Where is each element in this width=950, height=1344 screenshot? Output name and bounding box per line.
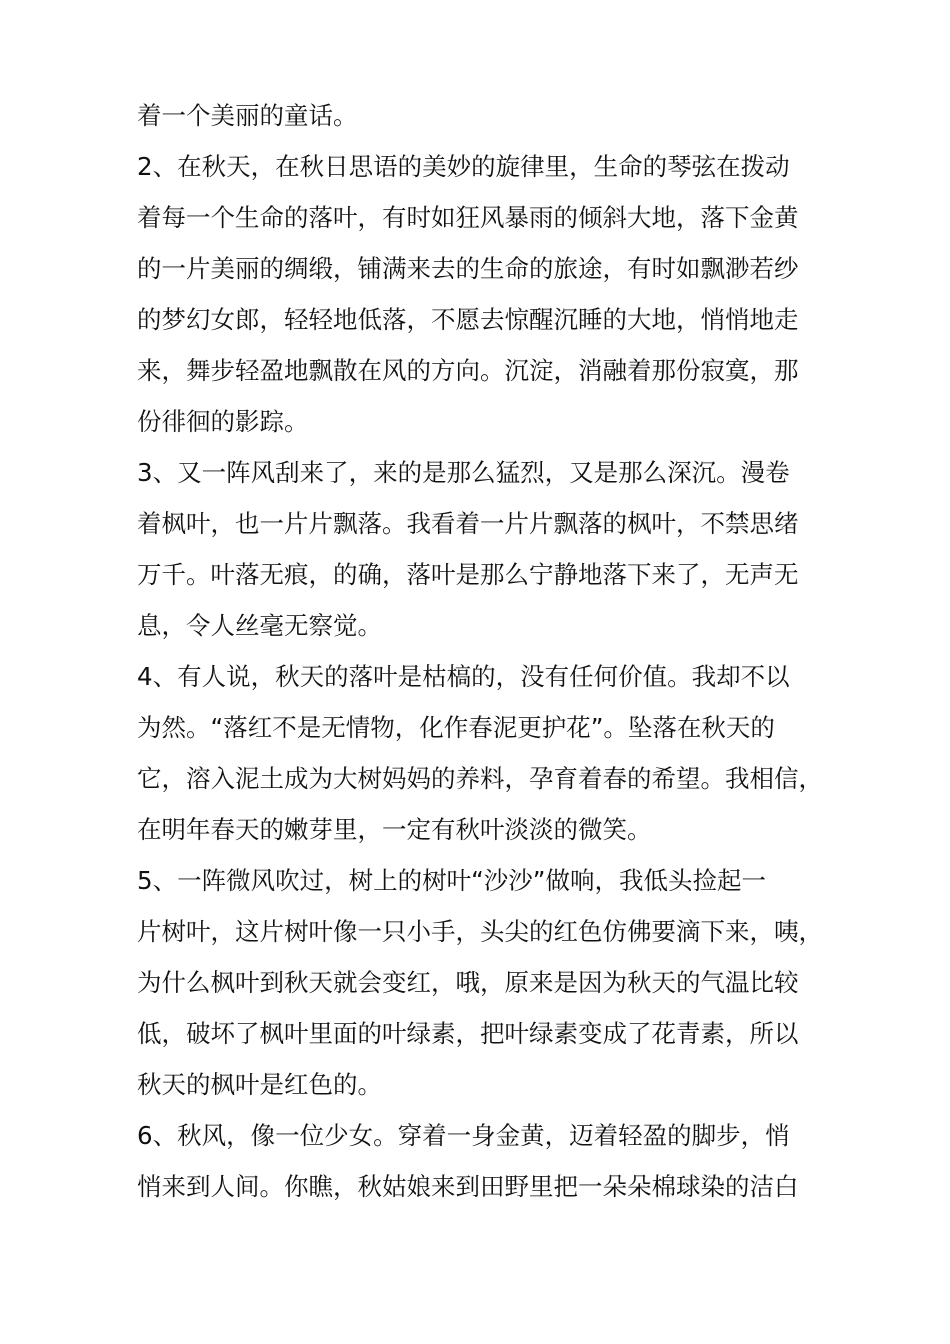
text-line: 着一个美丽的童话。 [137, 101, 358, 130]
text-line: 片树叶，这片树叶像一只小手，头尖的红色仿佛要滴下来，咦， [137, 917, 823, 946]
text-line: 3、又一阵风刮来了，来的是那么猛烈，又是那么深沉。漫卷 [137, 458, 790, 487]
text-line: 为什么枫叶到秋天就会变红，哦，原来是因为秋天的气温比较 [137, 968, 799, 997]
text-line: 悄来到人间。你瞧，秋姑娘来到田野里把一朵朵棉球染的洁白 [137, 1172, 799, 1201]
paragraph-3 [137, 447, 837, 651]
text-line: 4、有人说，秋天的落叶是枯槁的，没有任何价值。我却不以 [137, 662, 790, 691]
text-line: 6、秋风，像一位少女。穿着一身金黄，迈着轻盈的脚步，悄 [137, 1121, 790, 1150]
paragraph-4 [137, 651, 837, 855]
text-line: 它，溶入泥土成为大树妈妈的养料，孕育着春的希望。我相信， [137, 764, 823, 793]
document-body [137, 90, 837, 1212]
text-line: 低，破坏了枫叶里面的叶绿素，把叶绿素变成了花青素，所以 [137, 1019, 799, 1048]
text-line: 来，舞步轻盈地飘散在风的方向。沉淀，消融着那份寂寞，那 [137, 356, 799, 385]
text-line: 着每一个生命的落叶，有时如狂风暴雨的倾斜大地，落下金黄 [137, 203, 799, 232]
text-line: 秋天的枫叶是红色的。 [137, 1070, 382, 1099]
text-line: 5、一阵微风吹过，树上的树叶“沙沙”做响，我低头捡起一 [137, 866, 766, 895]
paragraph-6 [137, 1110, 837, 1212]
paragraph-1-continuation [137, 90, 837, 141]
text-line: 在明年春天的嫩芽里，一定有秋叶淡淡的微笑。 [137, 815, 652, 844]
text-line: 为然。“落红不是无情物，化作春泥更护花”。坠落在秋天的 [137, 713, 775, 742]
paragraph-2 [137, 141, 837, 447]
paragraph-5 [137, 855, 837, 1110]
text-line: 万千。叶落无痕，的确，落叶是那么宁静地落下来了，无声无 [137, 560, 799, 589]
text-line: 着枫叶，也一片片飘落。我看着一片片飘落的枫叶，不禁思绪 [137, 509, 799, 538]
text-line: 息，令人丝毫无察觉。 [137, 611, 382, 640]
text-line: 份徘徊的影踪。 [137, 407, 309, 436]
text-line: 2、在秋天，在秋日思语的美妙的旋律里，生命的琴弦在拨动 [137, 152, 790, 181]
text-line: 的梦幻女郎，轻轻地低落，不愿去惊醒沉睡的大地，悄悄地走 [137, 305, 799, 334]
text-line: 的一片美丽的绸缎，铺满来去的生命的旅途，有时如飘渺若纱 [137, 254, 799, 283]
